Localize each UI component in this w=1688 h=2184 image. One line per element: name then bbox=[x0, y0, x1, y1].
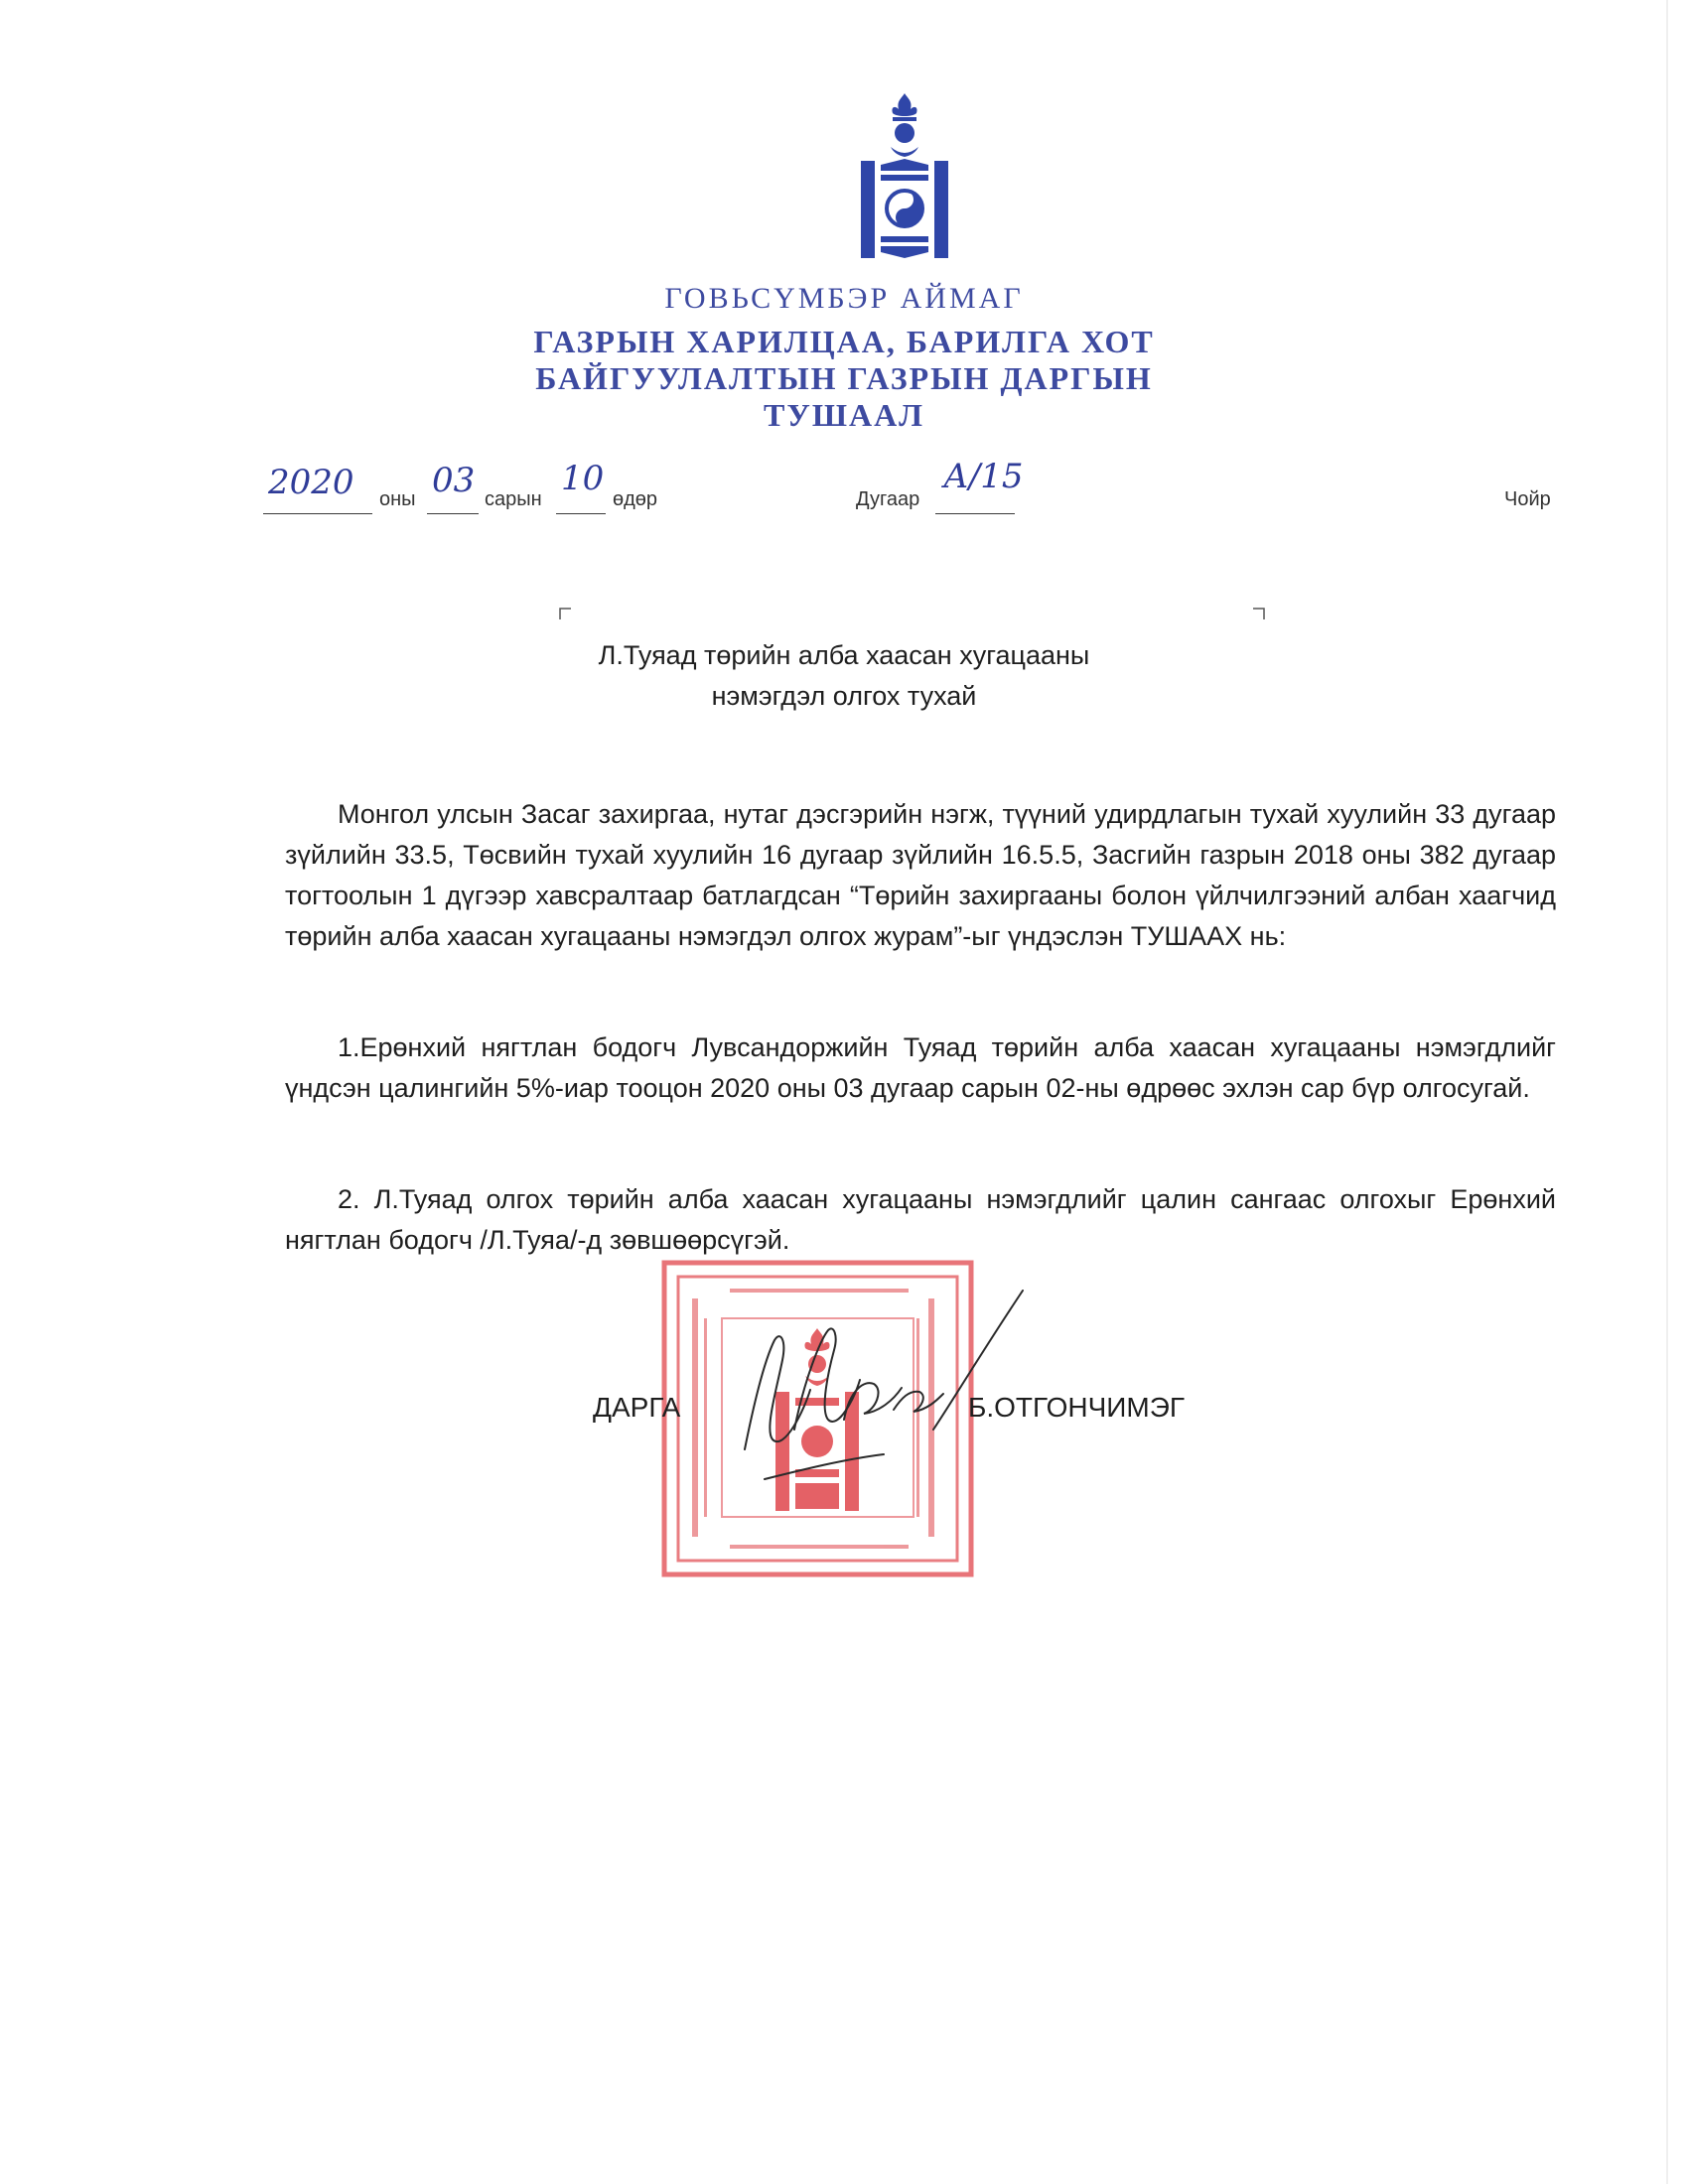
month-handwritten: 03 bbox=[432, 461, 476, 500]
order-title-line-2: нэмэгдэл олгох тухай bbox=[711, 681, 977, 711]
title-corner-left-icon bbox=[559, 608, 571, 619]
year-handwritten: 2020 bbox=[268, 463, 354, 502]
month-label: сарын bbox=[485, 488, 542, 510]
order-item-2-text: 2. Л.Туяад олгох төрийн алба хаасан хугацааны нэмэгдлийг цалин сангаас олгохыг Ерөнхий нягтлан бодогч /Л.Туяа/-д зөвшөөрсүгэй. bbox=[285, 1184, 1556, 1255]
scan-edge bbox=[1666, 0, 1668, 2184]
office-title-line-2: БАЙГУУЛАЛТЫН ГАЗРЫН ДАРГЫН bbox=[535, 360, 1153, 396]
signatory-position: ДАРГА bbox=[593, 1392, 681, 1423]
order-number-handwritten: А/15 bbox=[943, 457, 1024, 496]
preamble-text: Монгол улсын Засаг захиргаа, нутаг дэсгэрийн нэгж, түүний удирдлагын тухай хуулийн 33 дугаар зүйлийн 33.5, Төсвийн тухай хуулийн 16 дугаар зүйлийн 16.5.5, Засгийн газрын 2018 оны 382 дугаар тогтоолын 1 дүгээр хавсралтаар батлагдсан “Төрийн захиргааны болон үйлчилгээний албан хаагчид төрийн алба хаасан хугацааны нэмэгдэл олгох журам”-ыг үндэслэн ТУШААХ нь: bbox=[285, 799, 1556, 951]
office-title-line-3: ТУШААЛ bbox=[763, 397, 925, 433]
preamble-paragraph bbox=[285, 794, 1556, 957]
number-label: Дугаар bbox=[856, 488, 920, 510]
title-corner-right-icon bbox=[1253, 608, 1265, 619]
day-label: өдөр bbox=[613, 488, 658, 510]
order-item-2 bbox=[285, 1179, 1556, 1261]
office-title-line-1: ГАЗРЫН ХАРИЛЦАА, БАРИЛГА ХОТ bbox=[533, 324, 1155, 359]
state-emblem-icon bbox=[857, 91, 952, 260]
order-title-line-1: Л.Туяад төрийн алба хаасан хугацааны bbox=[598, 640, 1090, 670]
handwritten-signature-icon bbox=[725, 1281, 1043, 1509]
order-item-1 bbox=[285, 1027, 1556, 1109]
order-item-1-text: 1.Ерөнхий нягтлан бодогч Лувсандоржийн Туяад төрийн алба хаасан хугацааны нэмэгдлийг үндсэн цалингийн 5%-иар тооцон 2020 оны 03 дугаар сарын 02-ны өдрөөс эхлэн сар бүр олгосугай. bbox=[285, 1032, 1556, 1103]
day-handwritten: 10 bbox=[561, 459, 605, 498]
year-label: оны bbox=[379, 488, 416, 510]
aimag-name: ГОВЬСҮМБЭР АЙМАГ bbox=[664, 282, 1024, 315]
order-title bbox=[0, 635, 1688, 717]
date-line bbox=[0, 457, 1688, 516]
office-title bbox=[0, 324, 1688, 434]
place-name: Чойр bbox=[1504, 488, 1551, 510]
signatory-name: Б.ОТГОНЧИМЭГ bbox=[968, 1392, 1186, 1423]
